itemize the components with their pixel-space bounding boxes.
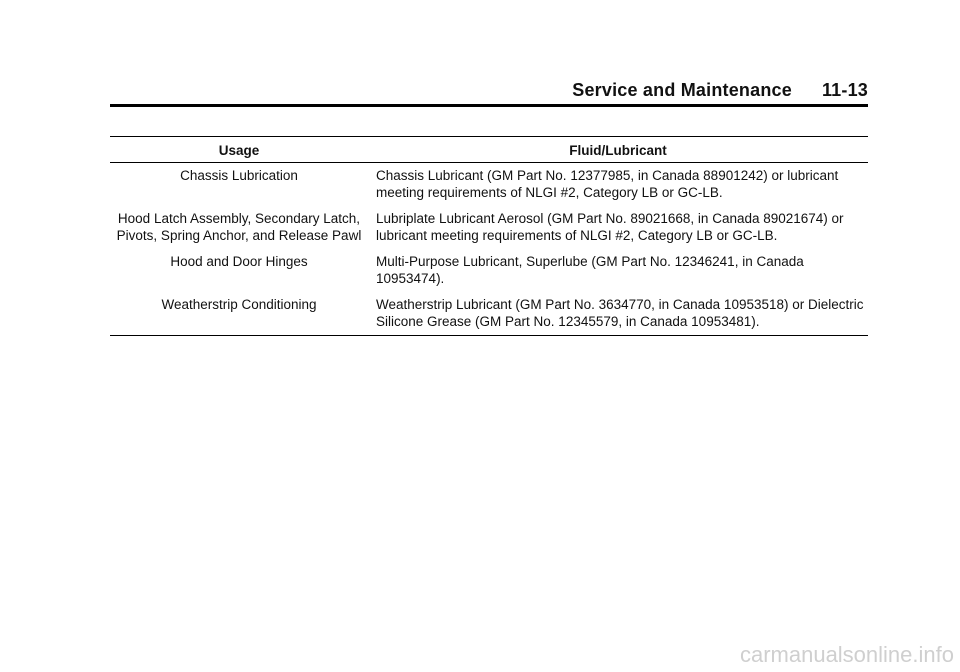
usage-cell: Hood Latch Assembly, Secondary Latch, Pivots, Spring Anchor, and Release Pawl <box>116 211 362 243</box>
page-header <box>110 78 868 107</box>
table-row <box>110 163 868 207</box>
fluid-cell: Chassis Lubricant (GM Part No. 12377985, in Canada 88901242) or lubricant meeting requirements of NLGI #2, Category LB or GC-LB. <box>376 168 839 200</box>
table-row <box>110 292 868 336</box>
column-header-usage: Usage <box>110 137 368 163</box>
table-row <box>110 249 868 292</box>
usage-cell: Chassis Lubrication <box>180 168 298 183</box>
usage-cell: Weatherstrip Conditioning <box>161 297 317 312</box>
section-title: Service and Maintenance <box>572 80 792 100</box>
fluid-cell: Multi-Purpose Lubricant, Superlube (GM Part No. 12346241, in Canada 10953474). <box>376 254 804 286</box>
watermark: carmanualsonline.info <box>739 642 954 667</box>
fluid-cell: Weatherstrip Lubricant (GM Part No. 3634770, in Canada 10953518) or Dielectric Silicone Grease (GM Part No. 12345579, in Canada 10953481). <box>376 297 864 329</box>
table-row <box>110 206 868 249</box>
page-number: 11-13 <box>821 80 868 100</box>
table-header-row <box>110 137 868 163</box>
section-header <box>572 80 868 101</box>
usage-cell: Hood and Door Hinges <box>170 254 308 269</box>
column-header-fluid: Fluid/Lubricant <box>368 137 868 163</box>
lubricant-table <box>110 136 868 336</box>
fluid-cell: Lubriplate Lubricant Aerosol (GM Part No. 89021668, in Canada 89021674) or lubricant meeting requirements of NLGI #2, Category LB or GC-LB. <box>376 211 844 243</box>
